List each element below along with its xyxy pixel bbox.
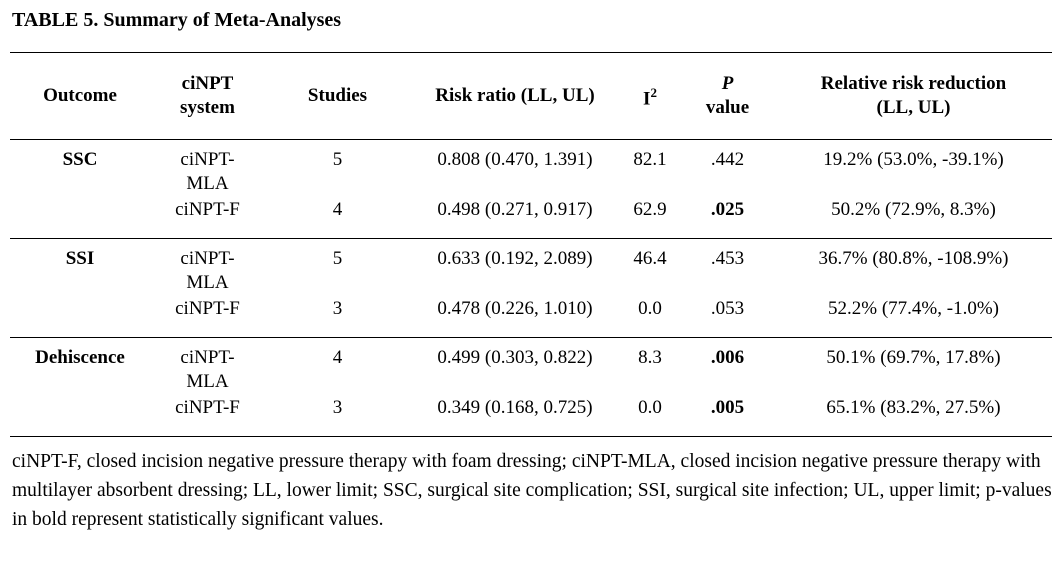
system-cell bbox=[150, 295, 265, 338]
table-title: TABLE 5. Summary of Meta-Analyses bbox=[12, 9, 342, 31]
system-label: ciNPT-F bbox=[175, 298, 240, 319]
table-row-ssi-f bbox=[10, 295, 1052, 338]
table-row-ssc-f bbox=[10, 196, 1052, 239]
risk-ratio-cell: 0.633 (0.192, 2.089) bbox=[437, 248, 593, 269]
meta-analyses-table bbox=[10, 52, 1052, 437]
i-squared-cell: 0.0 bbox=[620, 394, 680, 437]
system-label: ciNPT-F bbox=[175, 397, 240, 418]
p-value-cell: .453 bbox=[710, 248, 745, 269]
system-label: ciNPT-F bbox=[175, 199, 240, 220]
rrr-cell: 19.2% (53.0%, -39.1%) bbox=[823, 149, 1004, 170]
system-cell bbox=[150, 394, 265, 437]
outcome-cell: SSC bbox=[10, 140, 150, 239]
rrr-cell: 52.2% (77.4%, -1.0%) bbox=[775, 295, 1052, 338]
i-squared-cell: 62.9 bbox=[620, 196, 680, 239]
studies-cell: 5 bbox=[332, 149, 343, 170]
system-cell bbox=[150, 196, 265, 239]
system-cell bbox=[150, 140, 265, 197]
p-value-cell: .053 bbox=[680, 295, 775, 338]
rrr-cell: 65.1% (83.2%, 27.5%) bbox=[775, 394, 1052, 437]
rrr-cell: 50.2% (72.9%, 8.3%) bbox=[775, 196, 1052, 239]
p-value-cell: .006 bbox=[710, 347, 745, 368]
p-value-cell: .005 bbox=[680, 394, 775, 437]
studies-cell: 3 bbox=[265, 295, 410, 338]
header-relative-risk-reduction bbox=[775, 53, 1052, 140]
header-rrr-line2: (LL, UL) bbox=[876, 97, 951, 118]
risk-ratio-cell: 0.499 (0.303, 0.822) bbox=[437, 347, 593, 368]
table-row-ssi-mla bbox=[10, 239, 1052, 296]
header-cinpt-system-line1: ciNPT bbox=[181, 73, 234, 94]
i-squared-cell: 46.4 bbox=[633, 248, 667, 269]
risk-ratio-cell: 0.478 (0.226, 1.010) bbox=[410, 295, 620, 338]
risk-ratio-cell: 0.498 (0.271, 0.917) bbox=[410, 196, 620, 239]
outcome-cell: Dehiscence bbox=[10, 338, 150, 437]
p-value-cell: .025 bbox=[680, 196, 775, 239]
studies-cell: 5 bbox=[332, 248, 343, 269]
outcome-cell: SSI bbox=[10, 239, 150, 338]
table-row-dehiscence-mla bbox=[10, 338, 1052, 395]
i-squared-cell: 82.1 bbox=[633, 149, 667, 170]
header-cinpt-system-line2: system bbox=[180, 97, 235, 118]
header-outcome: Outcome bbox=[10, 53, 150, 140]
header-i-squared bbox=[620, 53, 680, 140]
header-rrr-line1: Relative risk reduction bbox=[820, 73, 1007, 94]
header-cinpt-system bbox=[150, 53, 265, 140]
studies-cell: 4 bbox=[265, 196, 410, 239]
header-risk-ratio: Risk ratio (LL, UL) bbox=[410, 53, 620, 140]
system-label: ciNPT-MLA bbox=[180, 149, 235, 194]
table-row-ssc-mla bbox=[10, 140, 1052, 197]
studies-cell: 3 bbox=[265, 394, 410, 437]
p-value-cell: .442 bbox=[710, 149, 745, 170]
risk-ratio-cell: 0.808 (0.470, 1.391) bbox=[437, 149, 593, 170]
header-p-value-line1: P bbox=[721, 73, 734, 94]
system-label: ciNPT-MLA bbox=[180, 347, 235, 392]
table-footnote: ciNPT-F, closed incision negative pressure therapy with foam dressing; ciNPT-MLA, closed incision negative pressure therapy with multilayer absorbent dressing; LL, lower limit; SSC, surgical site complication; SSI, surgical site infection; UL, upper limit; p-values in bold represent statistically significant values. bbox=[12, 451, 1052, 530]
system-cell bbox=[150, 239, 265, 296]
system-label: ciNPT-MLA bbox=[180, 248, 235, 293]
i-squared-base: I bbox=[643, 88, 651, 110]
header-studies: Studies bbox=[265, 53, 410, 140]
risk-ratio-cell: 0.349 (0.168, 0.725) bbox=[410, 394, 620, 437]
studies-cell: 4 bbox=[332, 347, 343, 368]
system-cell bbox=[150, 338, 265, 395]
rrr-cell: 36.7% (80.8%, -108.9%) bbox=[818, 248, 1009, 269]
header-p-value-line2: value bbox=[705, 97, 750, 118]
i-squared-cell: 0.0 bbox=[620, 295, 680, 338]
rrr-cell: 50.1% (69.7%, 17.8%) bbox=[826, 347, 1001, 368]
header-row bbox=[10, 53, 1052, 140]
i-squared-cell: 8.3 bbox=[638, 347, 662, 368]
i-squared-sup: 2 bbox=[650, 84, 657, 100]
header-p-value bbox=[680, 53, 775, 140]
table-row-dehiscence-f bbox=[10, 394, 1052, 437]
